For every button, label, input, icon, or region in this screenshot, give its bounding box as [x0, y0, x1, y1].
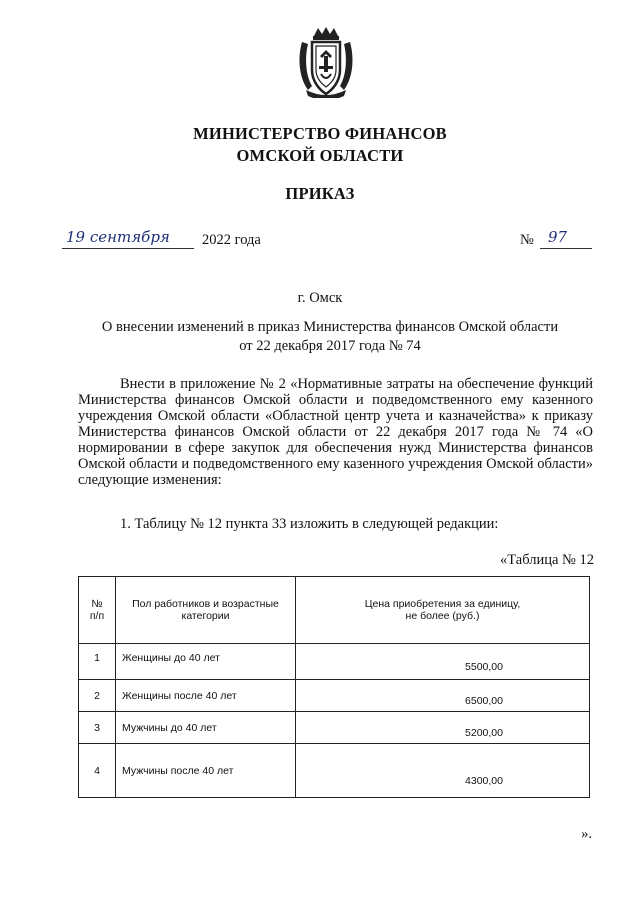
header-num-line2: п/п — [89, 610, 105, 622]
header-price-line2: не более (руб.) — [405, 610, 480, 622]
table-caption: «Таблица № 12 — [500, 552, 594, 568]
row-price: 4300,00 — [296, 744, 590, 798]
header-category: Пол работников и возрастные категории — [116, 577, 296, 644]
handwritten-number: 97 — [548, 228, 568, 246]
ministry-name-line2: ОМСКОЙ ОБЛАСТИ — [236, 146, 404, 165]
row-category: Мужчины после 40 лет — [116, 744, 296, 798]
table-header-row — [79, 577, 590, 644]
row-num: 1 — [79, 644, 116, 680]
ministry-name-line1: МИНИСТЕРСТВО ФИНАНСОВ — [193, 124, 447, 143]
header-price-line1: Цена приобретения за единицу, — [364, 598, 521, 610]
date-year: 2022 года — [202, 232, 261, 248]
table-row — [79, 744, 590, 798]
handwritten-date: 19 сентября — [66, 228, 170, 246]
subject-line2: от 22 декабря 2017 года № 74 — [239, 338, 421, 354]
header-price — [296, 577, 590, 644]
row-price: 5200,00 — [296, 712, 590, 744]
number-underline — [540, 248, 592, 249]
table-row — [79, 712, 590, 744]
row-category: Женщины после 40 лет — [116, 680, 296, 712]
document-subject — [60, 318, 600, 356]
document-type: ПРИКАЗ — [285, 184, 355, 203]
row-num: 3 — [79, 712, 116, 744]
row-price: 5500,00 — [296, 644, 590, 680]
subject-line1: О внесении изменений в приказ Министерства финансов Омской области — [101, 319, 559, 335]
row-num: 4 — [79, 744, 116, 798]
table-row — [79, 644, 590, 680]
row-price: 6500,00 — [296, 680, 590, 712]
coat-of-arms-icon — [296, 26, 356, 98]
table-row — [79, 680, 590, 712]
date-underline — [62, 248, 194, 249]
norms-table — [78, 576, 590, 798]
number-label: № — [520, 232, 534, 248]
body-paragraph-1: Внести в приложение № 2 «Нормативные затраты на обеспечение функций Министерства финансов Омской области и подведомственного ему казенного учреждения Омской области «Областной центр учета и казначейства» к приказу Министерства финансов Омской области от 22 декабря 2017 года № 74 «О нормировании в сфере закупок для обеспечения нужд Министерства финансов Омской области и подведомственного ему казенного учреждения Омской области» следующие изменения: — [78, 376, 593, 488]
row-category: Женщины до 40 лет — [116, 644, 296, 680]
body-paragraph-2: 1. Таблицу № 12 пункта 33 изложить в следующей редакции: — [120, 516, 499, 532]
header-num-line1: № — [91, 598, 103, 610]
city: г. Омск — [297, 290, 343, 306]
header-num — [79, 577, 116, 644]
table-closing-quote: ». — [581, 826, 592, 842]
row-category: Мужчины до 40 лет — [116, 712, 296, 744]
row-num: 2 — [79, 680, 116, 712]
date-number-line — [62, 230, 592, 260]
